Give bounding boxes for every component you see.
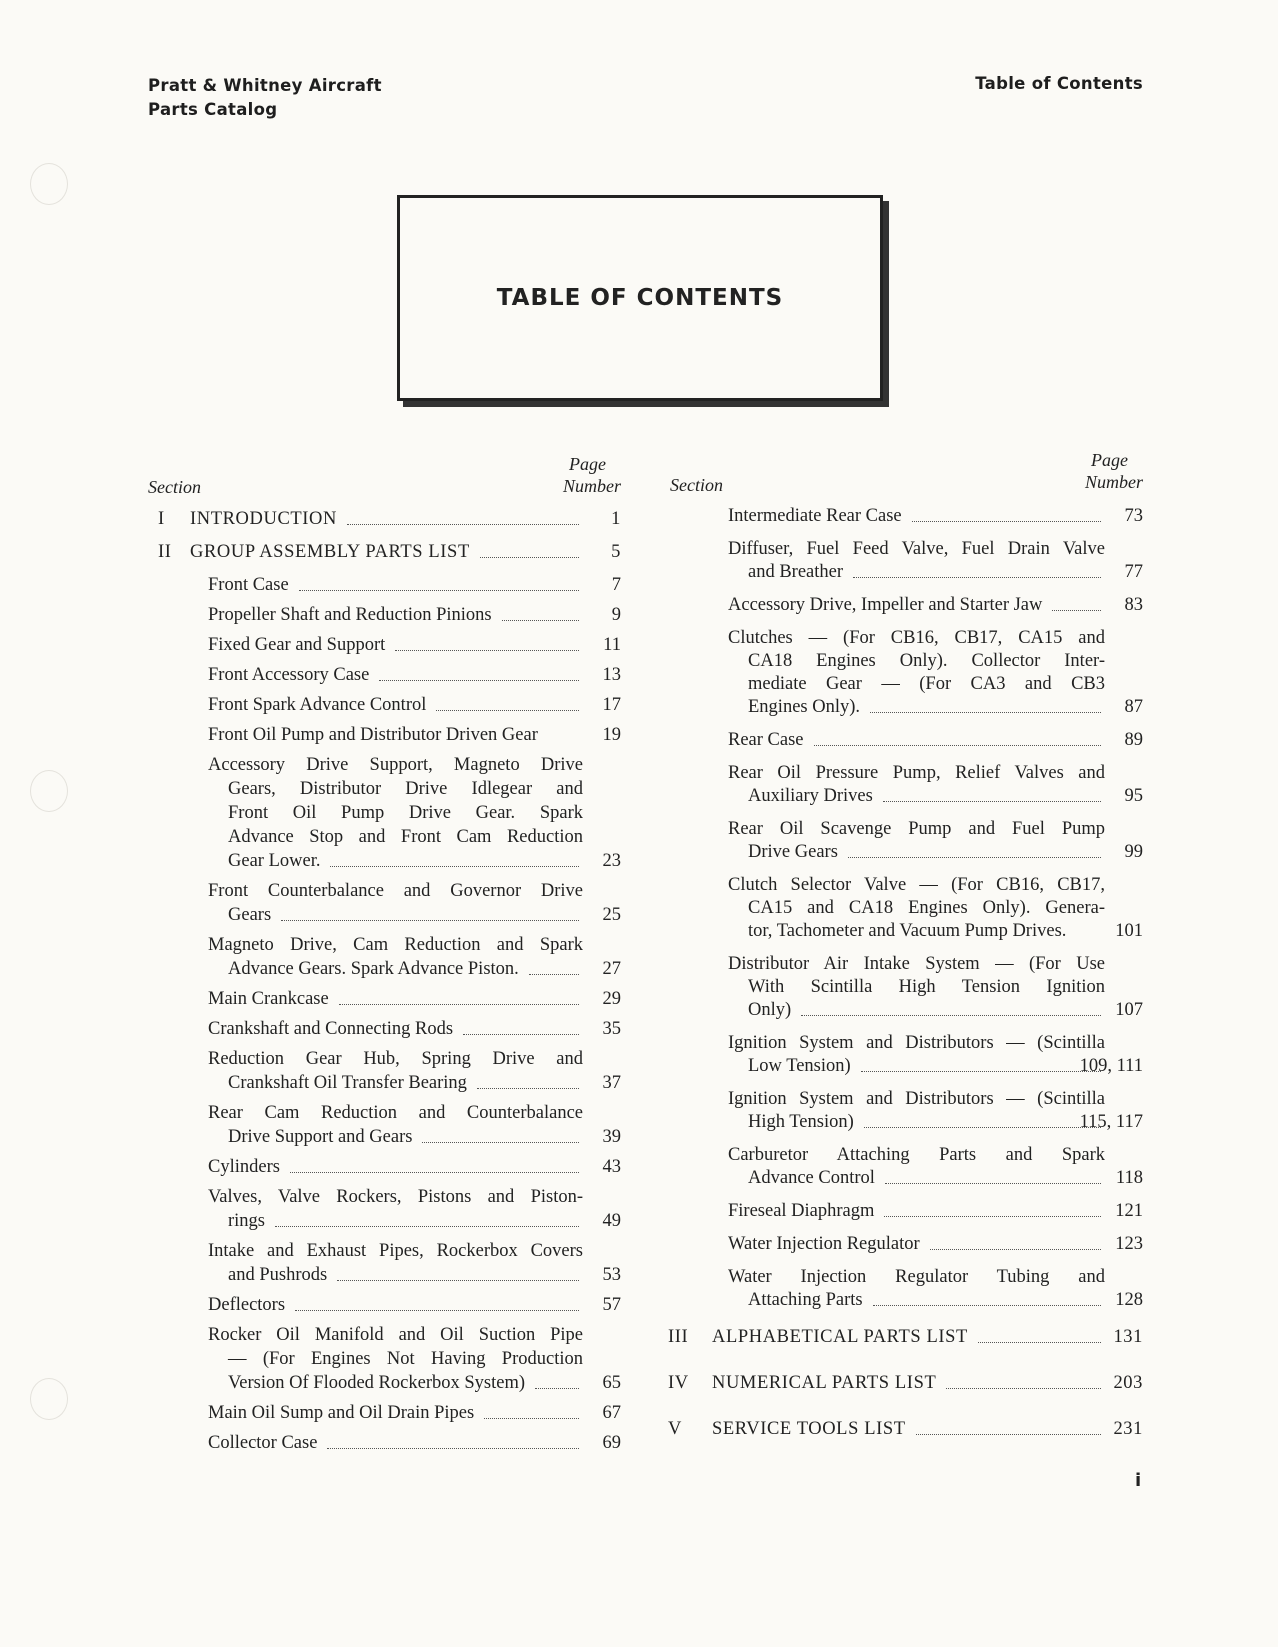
- page-number-header-right: [1085, 449, 1143, 493]
- dot-leader: [864, 1111, 1101, 1128]
- entry-text: Accessory Drive, Impeller and Starter Jaw: [728, 595, 1043, 615]
- page-number-ref: 118: [1115, 1168, 1143, 1188]
- dot-leader: [337, 1263, 579, 1281]
- entry-line: [728, 920, 1105, 943]
- page-number-ref: 65: [602, 1373, 621, 1393]
- entry-line: [728, 1289, 1105, 1312]
- entry-line: Intake and Exhaust Pipes, Rockerbox Covers: [208, 1241, 583, 1261]
- entry-line: mediate Gear — (For CA3 and CB3: [748, 674, 1105, 694]
- entry-text: Collector Case: [208, 1433, 318, 1453]
- entry-line: [728, 841, 1105, 864]
- entry-text: Deflectors: [208, 1295, 286, 1315]
- entry-text: Advance Control: [748, 1168, 875, 1188]
- entry-line: [208, 1209, 583, 1233]
- entry-line: [712, 1326, 1105, 1349]
- page-number-ref: 53: [602, 1265, 621, 1285]
- dot-leader: [502, 603, 579, 621]
- page-number-ref: 11: [603, 635, 621, 655]
- entry-text: Front Accessory Case: [208, 665, 370, 685]
- entry-text: Gears: [228, 905, 272, 925]
- entry-text: Only): [748, 1000, 792, 1020]
- entry-line: [728, 729, 1105, 752]
- page-number-ref: 43: [602, 1157, 621, 1177]
- entry-text: and Pushrods: [228, 1265, 328, 1285]
- dot-leader: [299, 573, 579, 591]
- page-number-ref: 35: [602, 1019, 621, 1039]
- entry-text: Fireseal Diaphragm: [728, 1201, 875, 1221]
- dot-leader: [339, 987, 579, 1005]
- page-number-ref: 7: [611, 575, 621, 595]
- toc-entry[interactable]: [668, 627, 1143, 719]
- page-number-ref: 87: [1124, 697, 1143, 717]
- entry-line: [728, 1233, 1105, 1256]
- entry-line: [208, 1371, 583, 1395]
- toc-entry[interactable]: [150, 753, 621, 873]
- page-number-ref: 109, 111: [1079, 1056, 1143, 1076]
- page-number-ref: 1: [611, 509, 621, 529]
- entry-line: Front Oil Pump Drive Gear. Spark: [228, 803, 583, 823]
- toc-entry[interactable]: [668, 505, 1143, 528]
- entry-text: Auxiliary Drives: [748, 786, 873, 806]
- entry-line: [728, 696, 1105, 719]
- dot-leader: [327, 1431, 579, 1449]
- entry-line: [208, 723, 583, 747]
- dot-leader: [379, 663, 579, 681]
- entry-text: High Tension): [748, 1112, 854, 1132]
- page-number-ref: 27: [602, 959, 621, 979]
- entry-text: Low Tension): [748, 1056, 851, 1076]
- entry-line: [208, 1263, 583, 1287]
- entry-line: [208, 693, 583, 717]
- dot-leader: [883, 785, 1101, 802]
- dot-leader: [347, 507, 579, 525]
- page-number: i: [1135, 1470, 1142, 1491]
- page-number-ref: 128: [1115, 1290, 1143, 1310]
- toc-entry[interactable]: [150, 573, 621, 597]
- page-number-ref: 19: [602, 725, 621, 745]
- toc-entry[interactable]: [668, 818, 1143, 864]
- toc-entry[interactable]: [150, 1401, 621, 1425]
- toc-left-column: [150, 507, 621, 1461]
- section-header-left: Section: [148, 477, 201, 497]
- entry-line: [728, 505, 1105, 528]
- dot-leader: [480, 540, 579, 558]
- entry-text: Drive Gears: [748, 842, 838, 862]
- section-header-right: Section: [670, 475, 723, 495]
- dot-leader: [853, 561, 1101, 578]
- section-numeral: V: [668, 1419, 682, 1439]
- entry-text: NUMERICAL PARTS LIST: [712, 1373, 937, 1393]
- toc-entry[interactable]: [150, 603, 621, 627]
- page-number-ref: 121: [1115, 1201, 1143, 1221]
- entry-text: SERVICE TOOLS LIST: [712, 1419, 906, 1439]
- dot-leader: [1052, 594, 1101, 611]
- toc-entry[interactable]: [668, 594, 1143, 617]
- title-box: [397, 195, 883, 401]
- toc-right-column: [668, 505, 1143, 1464]
- entry-line: [208, 849, 583, 873]
- toc-entry[interactable]: [150, 1101, 621, 1149]
- toc-entry[interactable]: [668, 1144, 1143, 1190]
- binder-hole: [30, 163, 68, 205]
- entry-text: Front Case: [208, 575, 289, 595]
- entry-line: CA15 and CA18 Engines Only). Genera-: [748, 898, 1105, 918]
- toc-entry[interactable]: [150, 1047, 621, 1095]
- entry-text: Crankshaft and Connecting Rods: [208, 1019, 454, 1039]
- entry-text: Attaching Parts: [748, 1290, 863, 1310]
- entry-line: [728, 999, 1105, 1022]
- entry-line: [728, 561, 1105, 584]
- dot-leader: [885, 1167, 1101, 1184]
- dot-leader: [870, 696, 1101, 713]
- dot-leader: [848, 841, 1101, 858]
- page-number-ref: 49: [602, 1211, 621, 1231]
- page-number-ref: 39: [602, 1127, 621, 1147]
- entry-text: Engines Only).: [748, 697, 861, 717]
- dot-leader: [463, 1017, 579, 1035]
- page-number-ref: 99: [1124, 842, 1143, 862]
- toc-entry[interactable]: [668, 874, 1143, 943]
- entry-line: Ignition System and Distributors — (Scintilla: [728, 1033, 1105, 1053]
- entry-text: Version Of Flooded Rockerbox System): [228, 1373, 525, 1393]
- catalog-header: [148, 74, 382, 122]
- entry-line: [728, 1055, 1105, 1078]
- dot-leader: [873, 1289, 1101, 1306]
- page-number-ref: 115, 117: [1079, 1112, 1143, 1132]
- dot-leader: [529, 957, 579, 975]
- entry-line: Rear Cam Reduction and Counterbalance: [208, 1103, 583, 1123]
- toc-entry[interactable]: [150, 723, 621, 747]
- toc-entry[interactable]: [150, 540, 621, 564]
- entry-text: Water Injection Regulator: [728, 1234, 920, 1254]
- entry-line: [208, 1071, 583, 1095]
- page-number-ref: 131: [1113, 1327, 1143, 1347]
- toc-entry[interactable]: [150, 987, 621, 1011]
- page-number-ref: 77: [1124, 562, 1143, 582]
- page-number-ref: 25: [602, 905, 621, 925]
- toc-entry[interactable]: [150, 507, 621, 531]
- page-number-ref: 69: [602, 1433, 621, 1453]
- dot-leader: [295, 1293, 579, 1311]
- section-numeral: I: [158, 509, 165, 529]
- entry-line: With Scintilla High Tension Ignition: [748, 977, 1105, 997]
- page-number-ref: 67: [602, 1403, 621, 1423]
- page-title: TABLE OF CONTENTS: [496, 285, 784, 311]
- entry-text: Gear Lower.: [228, 851, 321, 871]
- page-number-ref: 107: [1115, 1000, 1143, 1020]
- entry-line: Clutch Selector Valve — (For CB16, CB17,: [728, 875, 1105, 895]
- entry-text: Propeller Shaft and Reduction Pinions: [208, 605, 492, 625]
- dot-leader: [535, 1371, 579, 1389]
- dot-leader: [946, 1372, 1101, 1389]
- toc-entry[interactable]: [150, 1293, 621, 1317]
- entry-text: Advance Gears. Spark Advance Piston.: [228, 959, 519, 979]
- entry-line: [208, 1017, 583, 1041]
- entry-line: [190, 540, 583, 564]
- toc-entry[interactable]: [668, 1326, 1143, 1349]
- entry-line: [208, 1125, 583, 1149]
- toc-entry[interactable]: [150, 663, 621, 687]
- binder-hole: [30, 1378, 68, 1420]
- entry-text: Main Crankcase: [208, 989, 329, 1009]
- toc-entry[interactable]: [668, 729, 1143, 752]
- entry-line: [208, 573, 583, 597]
- dot-leader: [290, 1155, 579, 1173]
- entry-line: Valves, Valve Rockers, Pistons and Piston-: [208, 1187, 583, 1207]
- toc-entry[interactable]: [150, 1185, 621, 1233]
- entry-line: [208, 633, 583, 657]
- entry-text: Main Oil Sump and Oil Drain Pipes: [208, 1403, 475, 1423]
- toc-entry[interactable]: [668, 538, 1143, 584]
- toc-entry[interactable]: [668, 1372, 1143, 1395]
- entry-text: Front Spark Advance Control: [208, 695, 427, 715]
- dot-leader: [930, 1233, 1101, 1250]
- section-numeral: IV: [668, 1373, 689, 1393]
- toc-entry[interactable]: [668, 1088, 1143, 1134]
- entry-line: [208, 603, 583, 627]
- toc-entry[interactable]: [150, 1155, 621, 1179]
- dot-leader: [978, 1326, 1101, 1343]
- toc-entry[interactable]: [668, 1233, 1143, 1256]
- number-label: Number: [563, 476, 621, 496]
- entry-line: [728, 1111, 1105, 1134]
- dot-leader: [801, 999, 1101, 1016]
- toc-entry[interactable]: [150, 1239, 621, 1287]
- toc-entry[interactable]: [150, 933, 621, 981]
- toc-entry[interactable]: [150, 1323, 621, 1395]
- entry-line: CA18 Engines Only). Collector Inter-: [748, 651, 1105, 671]
- entry-line: [728, 594, 1105, 617]
- entry-text: tor, Tachometer and Vacuum Pump Drives.: [748, 921, 1067, 941]
- dot-leader: [422, 1125, 579, 1143]
- publisher-name: Pratt & Whitney Aircraft: [148, 76, 382, 95]
- entry-line: [208, 1431, 583, 1455]
- entry-line: [208, 1401, 583, 1425]
- entry-line: — (For Engines Not Having Production: [228, 1349, 583, 1369]
- toc-entry[interactable]: [150, 1431, 621, 1455]
- entry-line: [208, 1293, 583, 1317]
- entry-text: ALPHABETICAL PARTS LIST: [712, 1327, 968, 1347]
- entry-line: [728, 1200, 1105, 1223]
- section-numeral: III: [668, 1327, 689, 1347]
- page-number-ref: 5: [611, 542, 621, 562]
- entry-line: [728, 785, 1105, 808]
- page-number-ref: 57: [602, 1295, 621, 1315]
- dot-leader: [436, 693, 579, 711]
- entry-line: Carburetor Attaching Parts and Spark: [728, 1145, 1105, 1165]
- entry-line: [208, 987, 583, 1011]
- dot-leader: [916, 1418, 1101, 1435]
- page-number-ref: 37: [602, 1073, 621, 1093]
- dot-leader: [477, 1071, 579, 1089]
- entry-text: INTRODUCTION: [190, 509, 337, 529]
- entry-line: Rear Oil Pressure Pump, Relief Valves and: [728, 763, 1105, 783]
- page-number-ref: 29: [602, 989, 621, 1009]
- entry-line: Reduction Gear Hub, Spring Drive and: [208, 1049, 583, 1069]
- entry-text: Front Oil Pump and Distributor Driven Gear: [208, 725, 538, 745]
- section-numeral: II: [158, 542, 172, 562]
- entry-text: Cylinders: [208, 1157, 280, 1177]
- entry-line: Diffuser, Fuel Feed Valve, Fuel Drain Valve: [728, 539, 1105, 559]
- entry-text: Fixed Gear and Support: [208, 635, 386, 655]
- entry-text: and Breather: [748, 562, 844, 582]
- page-number-ref: 23: [602, 851, 621, 871]
- entry-line: [712, 1418, 1105, 1441]
- page-label: Page: [1091, 450, 1128, 470]
- dot-leader: [861, 1055, 1101, 1072]
- entry-text: rings: [228, 1211, 265, 1231]
- toc-entry[interactable]: [668, 1200, 1143, 1223]
- page-number-ref: 101: [1115, 921, 1143, 941]
- entry-line: [208, 1155, 583, 1179]
- toc-entry[interactable]: [668, 1266, 1143, 1312]
- catalog-name: Parts Catalog: [148, 100, 278, 119]
- dot-leader: [275, 1209, 579, 1227]
- page-number-ref: 13: [602, 665, 621, 685]
- page-number-ref: 89: [1124, 730, 1143, 750]
- toc-entry[interactable]: [150, 1017, 621, 1041]
- entry-line: Clutches — (For CB16, CB17, CA15 and: [728, 628, 1105, 648]
- entry-line: Magneto Drive, Cam Reduction and Spark: [208, 935, 583, 955]
- dot-leader: [814, 729, 1101, 746]
- entry-line: Accessory Drive Support, Magneto Drive: [208, 755, 583, 775]
- entry-text: Crankshaft Oil Transfer Bearing: [228, 1073, 467, 1093]
- page-number-ref: 73: [1124, 506, 1143, 526]
- page-number-header-left: [563, 453, 621, 497]
- entry-line: Water Injection Regulator Tubing and: [728, 1267, 1105, 1287]
- toc-entry[interactable]: [150, 633, 621, 657]
- page-number-ref: 95: [1124, 786, 1143, 806]
- page-number-ref: 9: [611, 605, 621, 625]
- entry-line: [208, 663, 583, 687]
- toc-entry[interactable]: [668, 1418, 1143, 1441]
- entry-line: [728, 1167, 1105, 1190]
- entry-line: Gears, Distributor Drive Idlegear and: [228, 779, 583, 799]
- toc-entry[interactable]: [150, 693, 621, 717]
- entry-line: Rocker Oil Manifold and Oil Suction Pipe: [208, 1325, 583, 1345]
- page-number-ref: 17: [602, 695, 621, 715]
- entry-text: Drive Support and Gears: [228, 1127, 413, 1147]
- entry-text: Intermediate Rear Case: [728, 506, 902, 526]
- entry-line: Ignition System and Distributors — (Scintilla: [728, 1089, 1105, 1109]
- entry-line: [190, 507, 583, 531]
- dot-leader: [884, 1200, 1101, 1217]
- binder-hole: [30, 770, 68, 812]
- number-label: Number: [1085, 472, 1143, 492]
- dot-leader: [330, 849, 579, 867]
- page-number-ref: 83: [1124, 595, 1143, 615]
- page-number-ref: 203: [1113, 1373, 1143, 1393]
- entry-line: Front Counterbalance and Governor Drive: [208, 881, 583, 901]
- dot-leader: [395, 633, 579, 651]
- toc-entry[interactable]: [668, 953, 1143, 1022]
- toc-entry[interactable]: [150, 879, 621, 927]
- entry-line: [208, 957, 583, 981]
- toc-entry[interactable]: [668, 762, 1143, 808]
- dot-leader: [484, 1401, 579, 1419]
- entry-line: Rear Oil Scavenge Pump and Fuel Pump: [728, 819, 1105, 839]
- entry-line: [712, 1372, 1105, 1395]
- dot-leader: [912, 505, 1101, 522]
- entry-line: Advance Stop and Front Cam Reduction: [228, 827, 583, 847]
- running-title: Table of Contents: [975, 74, 1143, 93]
- page-number-ref: 123: [1115, 1234, 1143, 1254]
- entry-line: Distributor Air Intake System — (For Use: [728, 954, 1105, 974]
- toc-entry[interactable]: [668, 1032, 1143, 1078]
- page-number-ref: 231: [1113, 1419, 1143, 1439]
- entry-line: [208, 903, 583, 927]
- dot-leader: [281, 903, 579, 921]
- entry-text: GROUP ASSEMBLY PARTS LIST: [190, 542, 470, 562]
- page-label: Page: [569, 454, 606, 474]
- entry-text: Rear Case: [728, 730, 804, 750]
